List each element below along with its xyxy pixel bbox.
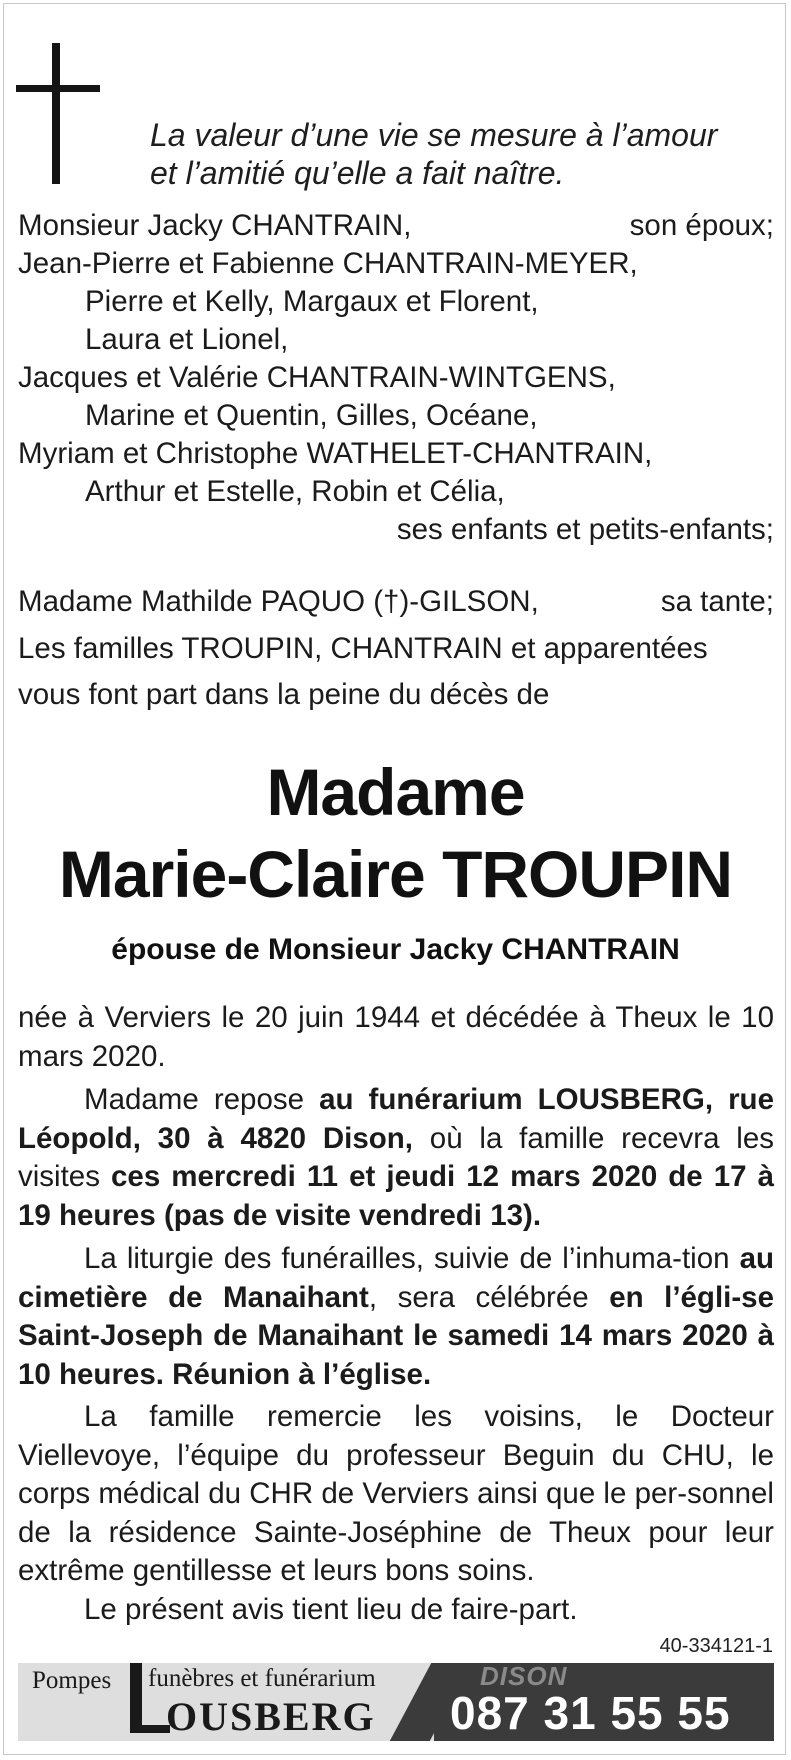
cross-icon-bar bbox=[16, 85, 100, 92]
quote-line-1: La valeur d’une vie se mesure à l’amour bbox=[150, 117, 718, 153]
cemetery: au cimetière de Manaihant bbox=[18, 1242, 774, 1314]
family-row: Myriam et Christophe WATHELET-CHANTRAIN, bbox=[18, 437, 653, 470]
family-row: Pierre et Kelly, Margaux et Florent, bbox=[85, 285, 539, 318]
cross-icon bbox=[52, 43, 60, 184]
family-row: Arthur et Estelle, Robin et Célia, bbox=[85, 475, 505, 508]
family-row: Jean-Pierre et Fabienne CHANTRAIN-MEYER, bbox=[18, 247, 638, 280]
lousberg-logo-letter-foot bbox=[130, 1725, 170, 1733]
banner-phone: 087 31 55 55 bbox=[450, 1687, 731, 1739]
family-row: Laura et Lionel, bbox=[85, 323, 289, 356]
visitation-paragraph: Madame repose au funérarium LOUSBERG, rue Léopold, 30 à 4820 Dison, où la famille recevra les visites ces mercredi 11 et jeudi 12 mars 2020 de 17 à 19 heures (pas de visite vendredi 13). bbox=[18, 1083, 775, 1232]
lousberg-logo-letter bbox=[130, 1663, 142, 1731]
banner-city: DISON bbox=[480, 1663, 568, 1691]
announcement-line: vous font part dans la peine du décès de bbox=[18, 678, 550, 711]
spouse-relation: son époux; bbox=[629, 209, 774, 242]
ceremony-details: en l’égli-se Saint-Joseph de Manaihant le samedi 14 mars 2020 à 10 heures. Réunion à l’église. bbox=[18, 1280, 774, 1391]
family-row: Jacques et Valérie CHANTRAIN-WINTGENS, bbox=[18, 361, 616, 394]
children-relation: ses enfants et petits-enfants; bbox=[396, 513, 774, 546]
closing-paragraph: Le présent avis tient lieu de faire-part. bbox=[84, 1593, 578, 1626]
deceased-title: Madame bbox=[266, 755, 525, 829]
funeral-home-address: au funérarium LOUSBERG, rue Léopold, 30 à 4820 Dison, bbox=[18, 1083, 774, 1155]
banner-funebres: funèbres et funérarium bbox=[148, 1665, 376, 1692]
epitaph-quote bbox=[150, 116, 717, 192]
aunt-name: Madame Mathilde PAQUO (†)-GILSON, bbox=[18, 585, 539, 618]
funeral-home-banner bbox=[18, 1663, 774, 1741]
deceased-spouse-line: épouse de Monsieur Jacky CHANTRAIN bbox=[111, 933, 680, 966]
family-row-spouse bbox=[18, 207, 774, 245]
deceased-name: Marie-Claire TROUPIN bbox=[58, 837, 733, 911]
aunt-relation: sa tante; bbox=[660, 585, 774, 618]
banner-lousberg: OUSBERG bbox=[166, 1694, 376, 1739]
family-row-aunt bbox=[18, 583, 774, 621]
family-row: Marine et Quentin, Gilles, Océane, bbox=[85, 399, 538, 432]
birth-death-paragraph: née à Verviers le 20 juin 1944 et décédée à Theux le 10 mars 2020. bbox=[18, 1001, 774, 1073]
liturgy-paragraph: La liturgie des funérailles, suivie de l’inhuma-tion au cimetière de Manaihant, sera célébrée en l’égli-se Saint-Joseph de Manaihant le samedi 14 mars 2020 à 10 heures. Réunion à l’église. bbox=[18, 1242, 774, 1391]
spouse-name: Monsieur Jacky CHANTRAIN, bbox=[18, 209, 412, 242]
visitation-times: ces mercredi 11 et jeudi 12 mars 2020 de 17 à 19 heures (pas de visite vendredi 13). bbox=[18, 1160, 774, 1232]
banner-pompes: Pompes bbox=[32, 1667, 112, 1694]
reference-number: 40-334121-1 bbox=[659, 1635, 773, 1657]
thanks-paragraph: La famille remercie les voisins, le Docteur Viellevoye, l’équipe du professeur Beguin du CHU, le corps médical du CHR de Verviers ainsi que le per-sonnel de la résidence Sainte-Joséphine de Theux pour leur extrême gentillesse et leurs bons soins. bbox=[18, 1400, 774, 1587]
quote-line-2: et l’amitié qu’elle a fait naître. bbox=[150, 155, 565, 191]
family-row: Les familles TROUPIN, CHANTRAIN et apparentées bbox=[18, 632, 708, 665]
